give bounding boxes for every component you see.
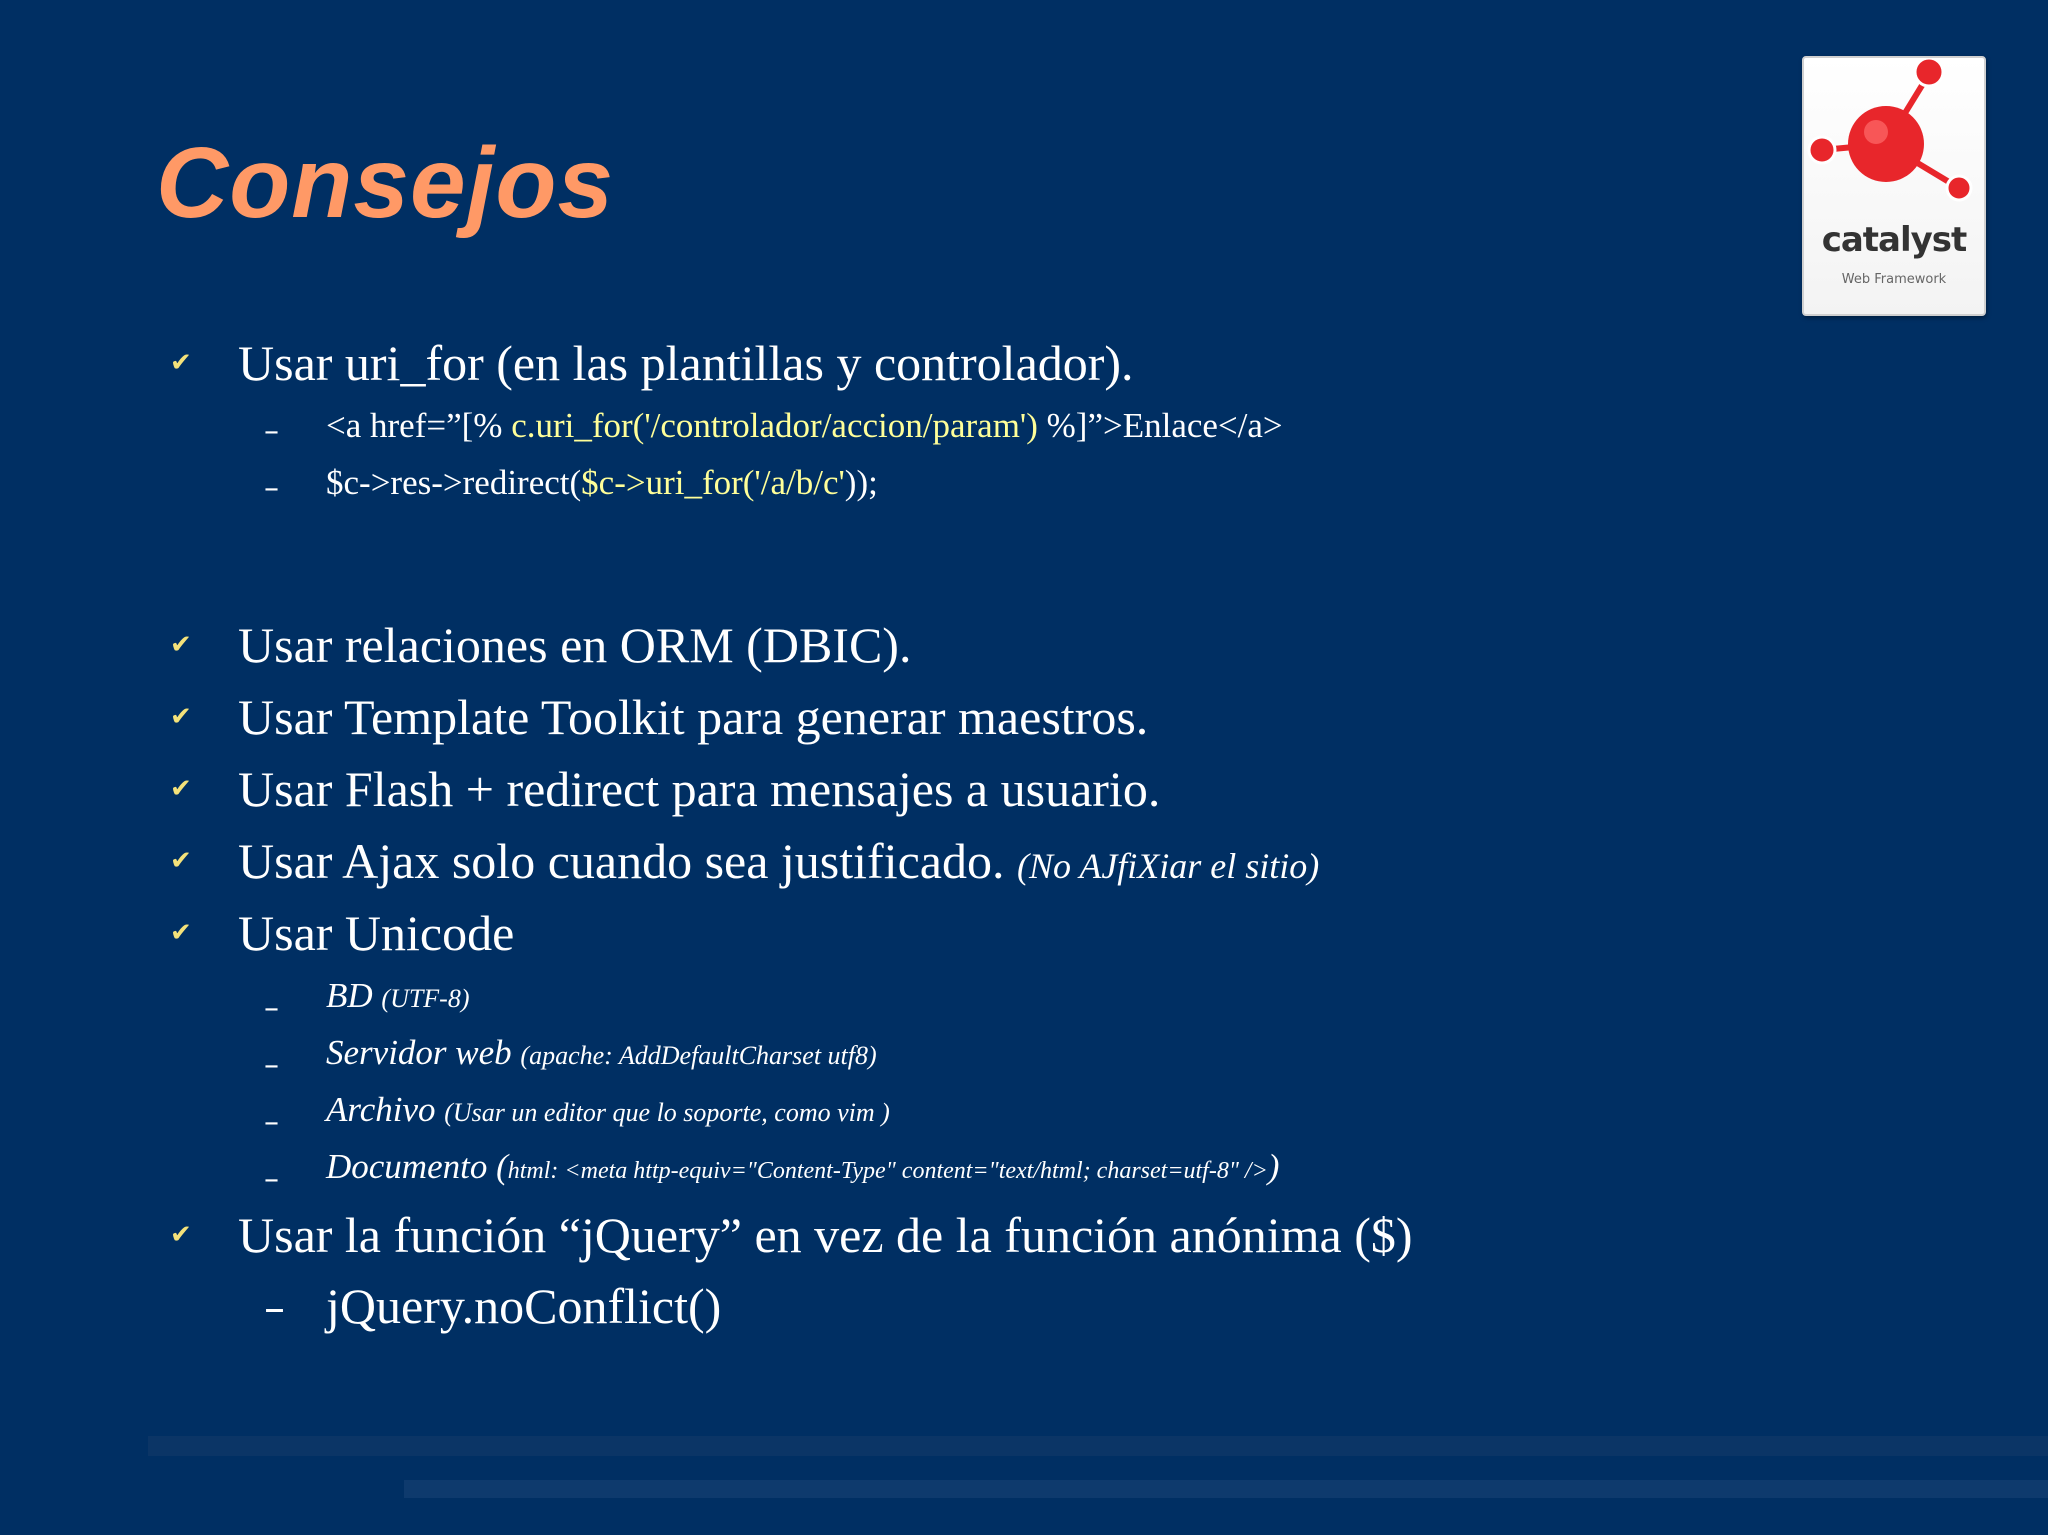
bullet-ajax-note: (No AJfiXiar el sitio) [1016,846,1320,886]
code-highlight: $c->uri_for('/a/b/c' [581,463,845,502]
code-highlight: c.uri_for('/controlador/accion/param') [511,406,1038,445]
dash-bullet-icon: – [264,414,279,449]
bullet-ajax [238,831,1319,896]
dash-bullet-icon: – [264,991,279,1026]
footer-band [148,1436,2048,1456]
check-bullet-icon: ✔ [170,774,192,804]
sub-bullet-file [326,1088,890,1135]
sub-bullet-web-server [326,1031,877,1078]
code-text: )); [844,463,878,502]
footer-band [404,1480,2048,1498]
sub-bullet-main: Documento ( [326,1147,508,1186]
sub-bullet-main: BD [326,976,373,1015]
sub-bullet-close: ) [1267,1147,1280,1186]
check-bullet-icon: ✔ [170,630,192,660]
slide-title: Consejos [156,127,615,239]
sub-bullet-document [326,1145,1279,1193]
bullet-flash-redirect: Usar Flash + redirect para mensajes a usuario. [238,761,1161,817]
bullet-uri-for: Usar uri_for (en las plantillas y controlador). [238,335,1134,391]
dash-bullet-icon: – [264,1048,279,1083]
sub-bullet-note: (Usar un editor que lo soporte, como vim ) [444,1098,890,1127]
check-bullet-icon: ✔ [170,918,192,948]
check-bullet-icon: ✔ [170,1220,192,1250]
sub-bullet-note: html: <meta http-equiv="Content-Type" content="text/html; charset=utf-8" /> [507,1158,1268,1184]
sub-bullet-noconflict: jQuery.noConflict() [326,1278,722,1334]
bullet-template-toolkit: Usar Template Toolkit para generar maestros. [238,689,1149,745]
catalyst-logo [1802,56,1986,316]
code-text: <a href=”[% [326,406,512,445]
dash-bullet-icon: – [264,471,279,506]
dash-bullet-icon: – [264,1105,279,1140]
check-bullet-icon: ✔ [170,348,192,378]
sub-bullet-bd [326,974,470,1021]
bullet-ajax-text: Usar Ajax solo cuando sea justificado. [238,833,1005,889]
dash-bullet-icon: – [264,1283,285,1332]
code-text: %]”>Enlace</a> [1037,406,1283,445]
bullet-jquery: Usar la función “jQuery” en vez de la función anónima ($) [238,1207,1413,1263]
sub-bullet-note: (UTF-8) [381,984,470,1013]
check-bullet-icon: ✔ [170,702,192,732]
bullet-unicode: Usar Unicode [238,905,515,961]
bullet-orm-relations: Usar relaciones en ORM (DBIC). [238,617,912,673]
dash-bullet-icon: – [264,1162,279,1197]
sub-bullet-note: (apache: AddDefaultCharset utf8) [520,1041,877,1070]
sub-bullet-main: Archivo [326,1090,436,1129]
sub-bullet-main: Servidor web [326,1033,512,1072]
logo-tagline: Web Framework [1841,272,1947,287]
code-text: $c->res->redirect( [326,463,582,502]
sub-bullet-redirect-example [326,461,878,505]
check-bullet-icon: ✔ [170,846,192,876]
sub-bullet-href-example [326,404,1283,448]
logo-wordmark: catalyst [1821,220,1967,260]
